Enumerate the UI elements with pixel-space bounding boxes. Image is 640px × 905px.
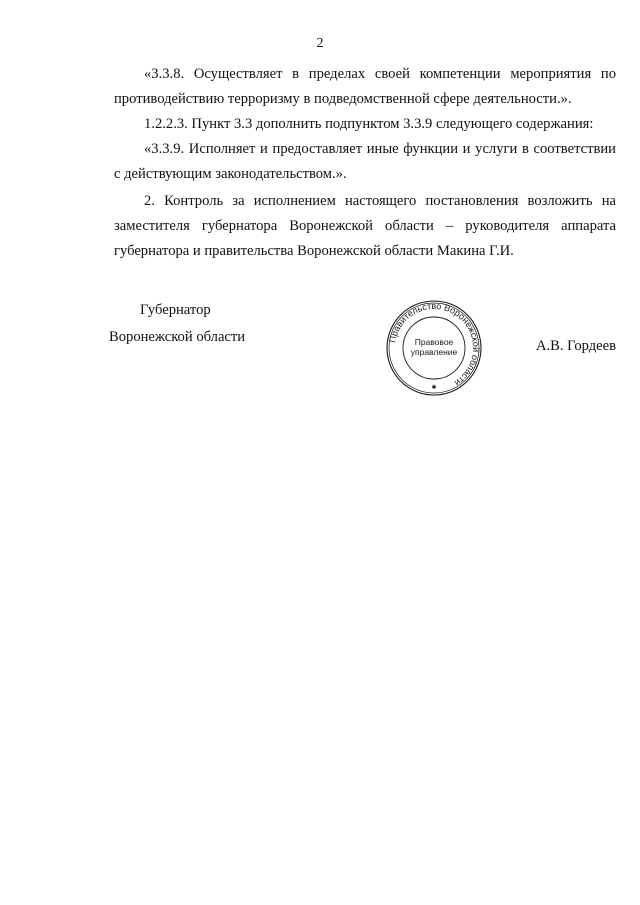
- stamp-center-line1: Правовое: [414, 337, 454, 347]
- signatory-region: Воронежской области: [109, 329, 246, 345]
- signatory-name: А.В. Гордеев: [535, 338, 616, 354]
- stamp-center-line2: управление: [410, 347, 458, 357]
- signatory-position: Губернатор: [140, 302, 211, 318]
- paragraph-control: 2. Контроль за исполнением настоящего постановления возложить на заместителя губернатора Воронежской области – руководителя аппарата губернатора и правительства Воронежской области Макина Г.И.: [114, 193, 616, 259]
- paragraph-3-3-8: «3.3.8. Осуществляет в пределах своей компетенции мероприятия по противодействию терроризму в подведомственной сфере деятельности.».: [114, 66, 616, 107]
- stamp-ring-text: Правительство Воронежской области: [387, 300, 482, 389]
- paragraph-1-2-2-3: 1.2.2.3. Пункт 3.3 дополнить подпунктом 3.3.9 следующего содержания:: [144, 116, 594, 132]
- paragraph-3-3-9: «3.3.9. Исполняет и предоставляет иные функции и услуги в соответствии с действующим законодательством.».: [114, 141, 616, 182]
- page-number: 2: [316, 36, 324, 51]
- stamp-star-icon: ✱: [431, 384, 437, 391]
- signature-block: [0, 302, 640, 412]
- document-body: [114, 62, 616, 264]
- official-stamp: [384, 298, 484, 398]
